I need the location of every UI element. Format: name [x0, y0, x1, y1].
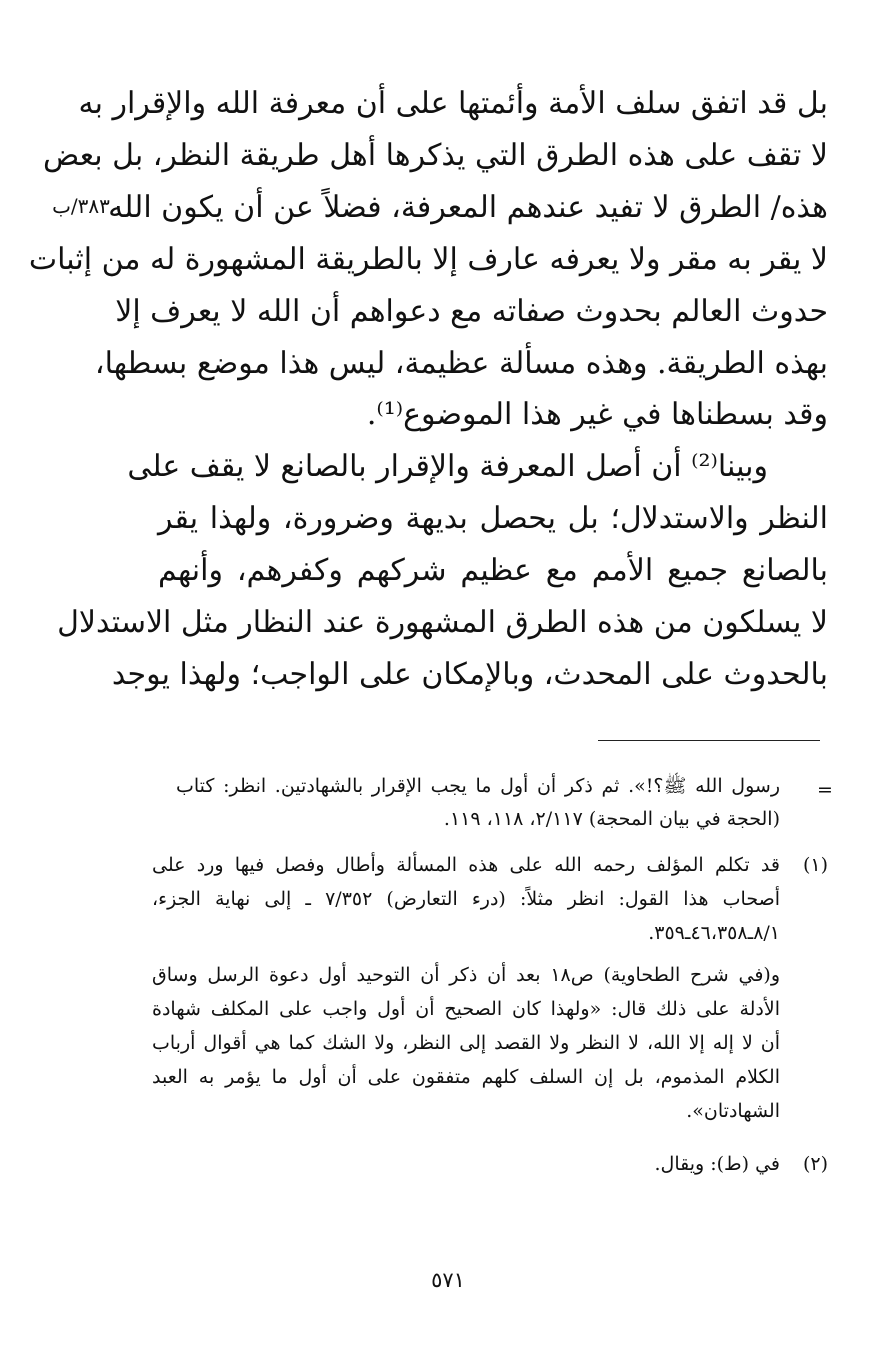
footnote-1-extra-line: أن لا إله إلا الله، لا النظر ولا القصد إلى النظر، ولا الشك كما هي أقوال أرباب [152, 1032, 780, 1054]
body-line: النظر والاستدلال؛ بل يحصل بديهة وضرورة، ولهذا يقر [158, 501, 828, 536]
body-line: بالصانع جميع الأمم مع عظيم شركهم وكفرهم، وأنهم [158, 553, 828, 588]
page-number: ٥٧١ [431, 1268, 465, 1292]
footnotes-section [152, 770, 833, 1220]
footnote-1-extra-line: و(في شرح الطحاوية) ص١٨ بعد أن ذكر أن التوحيد أول دعوة الرسل وساق [152, 964, 780, 986]
footnote-1-line: أصحاب هذا القول: انظر مثلاً: (درء التعارض) ٧/٣٥٢ ـ إلى نهاية الجزء، [152, 888, 780, 910]
body-line: بالحدوث على المحدث، وبالإمكان على الواجب؛ ولهذا يوجد [111, 657, 828, 692]
margin-folio-reference: ٣٨٣/ب [52, 194, 110, 218]
footnote-separator [598, 740, 820, 741]
body-line: حدوث العالم بحدوث صفاته مع دعواهم أن الله لا يعرف إلا [115, 294, 828, 329]
footnote-1-extra-line: الكلام المذموم، بل إن السلف كلهم متفقون على أن أول ما يؤمر به العبد [152, 1066, 780, 1088]
body-line: لا تقف على هذه الطرق التي يذكرها أهل طريقة النظر، بل بعض [43, 138, 828, 173]
footnote-continuation-line: رسول الله ﷺ؟!». ثم ذكر أن أول ما يجب الإقرار بالشهادتين. انظر: كتاب [176, 775, 780, 797]
body-line: بل قد اتفق سلف الأمة وأئمتها على أن معرفة الله والإقرار به [78, 86, 828, 121]
footnote-2-line: في (ط): ويقال. [654, 1153, 780, 1175]
footnote-number-2: (٢) [802, 1153, 828, 1175]
body-line: وقد بسطناها في غير هذا الموضوع⁽¹⁾. [366, 397, 828, 432]
footnote-continuation-marker: = [817, 779, 833, 801]
body-line: هذه/ الطرق لا تفيد عندهم المعرفة، فضلاً عن أن يكون الله [108, 190, 828, 225]
footnote-1-line: قد تكلم المؤلف رحمه الله على هذه المسألة وأطال وفصل فيها ورد على [152, 854, 780, 876]
body-line-paragraph-start: وبينا⁽²⁾ أن أصل المعرفة والإقرار بالصانع لا يقف على [127, 449, 768, 484]
body-line: لا يقر به مقر ولا يعرفه عارف إلا بالطريقة المشهورة له من إثبات [28, 242, 828, 277]
body-line: بهذه الطريقة. وهذه مسألة عظيمة، ليس هذا موضع بسطها، [94, 346, 828, 381]
footnote-1-extra-line: الأدلة على ذلك قال: «ولهذا كان الصحيح أن أول واجب على المكلف شهادة [152, 998, 780, 1020]
footnote-1-extra-line: الشهادتان». [686, 1100, 780, 1122]
body-line: لا يسلكون من هذه الطرق المشهورة عند النظار مثل الاستدلال [57, 605, 828, 640]
footnote-1-line: ٨/١ـ٤٦،٣٥٨ـ٣٥٩. [648, 922, 780, 944]
footnote-continuation-line: (الحجة في بيان المحجة) ٢/١١٧، ١١٨، ١١٩. [443, 808, 780, 830]
footnote-number-1: (١) [802, 854, 828, 876]
